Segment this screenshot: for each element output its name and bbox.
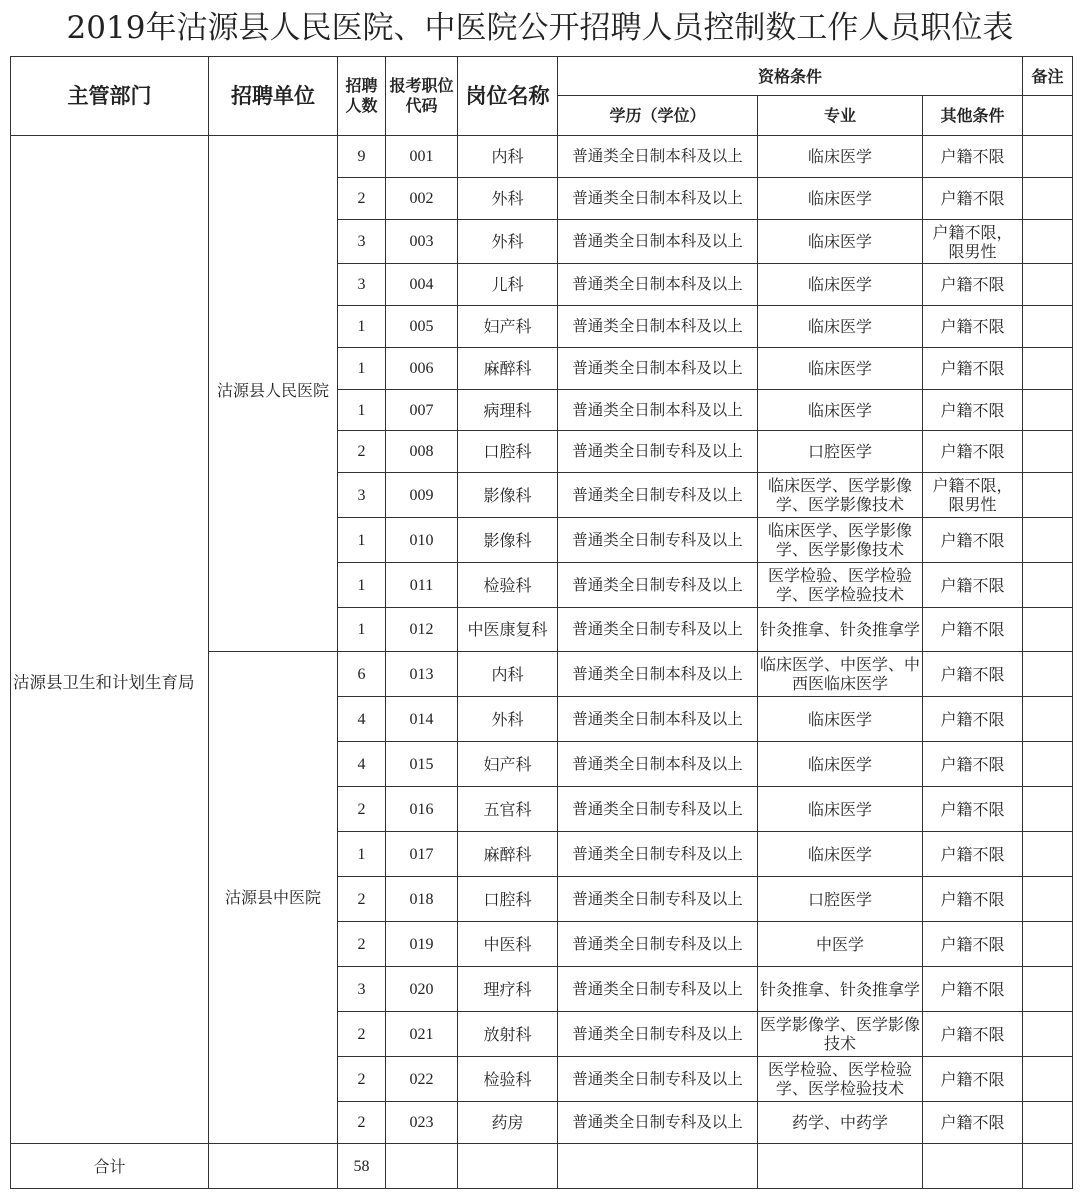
position-cell: 病理科 xyxy=(458,390,558,431)
other-cell: 户籍不限 xyxy=(923,563,1023,608)
major-cell: 临床医学 xyxy=(758,742,923,787)
other-cell: 户籍不限 xyxy=(923,431,1023,473)
education-cell: 普通类全日制本科及以上 xyxy=(558,697,758,742)
position-cell: 药房 xyxy=(458,1102,558,1144)
count-cell: 3 xyxy=(338,220,386,264)
code-cell: 018 xyxy=(386,877,458,922)
education-cell: 普通类全日制专科及以上 xyxy=(558,431,758,473)
code-cell: 012 xyxy=(386,608,458,652)
position-cell: 五官科 xyxy=(458,787,558,832)
remark-cell xyxy=(1023,877,1073,922)
code-cell: 008 xyxy=(386,431,458,473)
header-position: 岗位名称 xyxy=(458,57,558,136)
code-cell: 017 xyxy=(386,832,458,877)
code-cell: 016 xyxy=(386,787,458,832)
count-cell: 3 xyxy=(338,473,386,518)
education-cell: 普通类全日制专科及以上 xyxy=(558,1012,758,1057)
code-cell: 002 xyxy=(386,178,458,220)
major-cell: 临床医学 xyxy=(758,787,923,832)
header-other: 其他条件 xyxy=(923,96,1023,136)
header-remark: 备注 xyxy=(1023,57,1073,96)
count-cell: 4 xyxy=(338,697,386,742)
total-blank xyxy=(558,1144,758,1189)
other-cell: 户籍不限 xyxy=(923,264,1023,306)
other-cell: 户籍不限 xyxy=(923,742,1023,787)
count-cell: 2 xyxy=(338,178,386,220)
major-cell: 临床医学、中医学、中西医临床医学 xyxy=(758,652,923,697)
major-cell: 医学检验、医学检验学、医学检验技术 xyxy=(758,1057,923,1102)
position-cell: 影像科 xyxy=(458,518,558,563)
remark-cell xyxy=(1023,563,1073,608)
header-remark-blank xyxy=(1023,96,1073,136)
total-row xyxy=(11,1144,1073,1189)
education-cell: 普通类全日制专科及以上 xyxy=(558,473,758,518)
count-cell: 2 xyxy=(338,1012,386,1057)
other-cell: 户籍不限，限男性 xyxy=(923,220,1023,264)
header-dept: 主管部门 xyxy=(11,57,209,136)
remark-cell xyxy=(1023,608,1073,652)
education-cell: 普通类全日制专科及以上 xyxy=(558,608,758,652)
code-cell: 005 xyxy=(386,306,458,348)
total-blank xyxy=(458,1144,558,1189)
code-cell: 011 xyxy=(386,563,458,608)
code-cell: 004 xyxy=(386,264,458,306)
code-cell: 014 xyxy=(386,697,458,742)
remark-cell xyxy=(1023,1102,1073,1144)
position-cell: 外科 xyxy=(458,697,558,742)
position-cell: 内科 xyxy=(458,136,558,178)
remark-cell xyxy=(1023,967,1073,1012)
remark-cell xyxy=(1023,306,1073,348)
other-cell: 户籍不限 xyxy=(923,652,1023,697)
major-cell: 临床医学 xyxy=(758,178,923,220)
education-cell: 普通类全日制专科及以上 xyxy=(558,1057,758,1102)
education-cell: 普通类全日制本科及以上 xyxy=(558,264,758,306)
major-cell: 药学、中药学 xyxy=(758,1102,923,1144)
total-blank xyxy=(758,1144,923,1189)
total-blank xyxy=(1023,1144,1073,1189)
code-cell: 021 xyxy=(386,1012,458,1057)
education-cell: 普通类全日制本科及以上 xyxy=(558,652,758,697)
code-cell: 019 xyxy=(386,922,458,967)
other-cell: 户籍不限 xyxy=(923,178,1023,220)
other-cell: 户籍不限 xyxy=(923,877,1023,922)
count-cell: 1 xyxy=(338,390,386,431)
position-cell: 口腔科 xyxy=(458,877,558,922)
code-cell: 007 xyxy=(386,390,458,431)
remark-cell xyxy=(1023,518,1073,563)
position-cell: 内科 xyxy=(458,652,558,697)
other-cell: 户籍不限 xyxy=(923,608,1023,652)
header-major: 专业 xyxy=(758,96,923,136)
position-cell: 理疗科 xyxy=(458,967,558,1012)
position-cell: 中医康复科 xyxy=(458,608,558,652)
header-count: 招聘人数 xyxy=(338,57,386,136)
other-cell: 户籍不限 xyxy=(923,787,1023,832)
major-cell: 临床医学、医学影像学、医学影像技术 xyxy=(758,518,923,563)
major-cell: 医学影像学、医学影像技术 xyxy=(758,1012,923,1057)
education-cell: 普通类全日制专科及以上 xyxy=(558,922,758,967)
other-cell: 户籍不限，限男性 xyxy=(923,473,1023,518)
count-cell: 1 xyxy=(338,608,386,652)
education-cell: 普通类全日制专科及以上 xyxy=(558,877,758,922)
remark-cell xyxy=(1023,922,1073,967)
major-cell: 医学检验、医学检验学、医学检验技术 xyxy=(758,563,923,608)
major-cell: 临床医学 xyxy=(758,306,923,348)
remark-cell xyxy=(1023,178,1073,220)
remark-cell xyxy=(1023,348,1073,390)
education-cell: 普通类全日制本科及以上 xyxy=(558,348,758,390)
other-cell: 户籍不限 xyxy=(923,697,1023,742)
count-cell: 3 xyxy=(338,967,386,1012)
position-cell: 放射科 xyxy=(458,1012,558,1057)
other-cell: 户籍不限 xyxy=(923,1012,1023,1057)
remark-cell xyxy=(1023,652,1073,697)
major-cell: 临床医学、医学影像学、医学影像技术 xyxy=(758,473,923,518)
other-cell: 户籍不限 xyxy=(923,967,1023,1012)
major-cell: 临床医学 xyxy=(758,136,923,178)
count-cell: 9 xyxy=(338,136,386,178)
table-body xyxy=(11,136,1073,1144)
major-cell: 临床医学 xyxy=(758,348,923,390)
unit-cell: 沽源县中医院 xyxy=(209,652,338,1144)
count-cell: 1 xyxy=(338,348,386,390)
count-cell: 1 xyxy=(338,306,386,348)
major-cell: 临床医学 xyxy=(758,390,923,431)
education-cell: 普通类全日制本科及以上 xyxy=(558,136,758,178)
code-cell: 010 xyxy=(386,518,458,563)
code-cell: 001 xyxy=(386,136,458,178)
code-cell: 003 xyxy=(386,220,458,264)
remark-cell xyxy=(1023,1012,1073,1057)
remark-cell xyxy=(1023,1057,1073,1102)
count-cell: 1 xyxy=(338,832,386,877)
major-cell: 临床医学 xyxy=(758,220,923,264)
education-cell: 普通类全日制专科及以上 xyxy=(558,967,758,1012)
count-cell: 1 xyxy=(338,518,386,563)
position-cell: 影像科 xyxy=(458,473,558,518)
total-blank xyxy=(209,1144,338,1189)
count-cell: 3 xyxy=(338,264,386,306)
position-cell: 麻醉科 xyxy=(458,832,558,877)
remark-cell xyxy=(1023,390,1073,431)
major-cell: 临床医学 xyxy=(758,832,923,877)
count-cell: 2 xyxy=(338,1057,386,1102)
position-cell: 口腔科 xyxy=(458,431,558,473)
page-title: 2019年沽源县人民医院、中医院公开招聘人员控制数工作人员职位表 xyxy=(66,10,1014,46)
code-cell: 020 xyxy=(386,967,458,1012)
remark-cell xyxy=(1023,473,1073,518)
position-table xyxy=(10,56,1073,1189)
table-row xyxy=(11,136,1073,178)
other-cell: 户籍不限 xyxy=(923,136,1023,178)
major-cell: 口腔医学 xyxy=(758,431,923,473)
other-cell: 户籍不限 xyxy=(923,1102,1023,1144)
remark-cell xyxy=(1023,264,1073,306)
code-cell: 023 xyxy=(386,1102,458,1144)
position-cell: 妇产科 xyxy=(458,306,558,348)
remark-cell xyxy=(1023,220,1073,264)
department-cell: 沽源县卫生和计划生育局 xyxy=(11,136,209,1144)
education-cell: 普通类全日制专科及以上 xyxy=(558,563,758,608)
remark-cell xyxy=(1023,431,1073,473)
header-code: 报考职位代码 xyxy=(386,57,458,136)
other-cell: 户籍不限 xyxy=(923,1057,1023,1102)
education-cell: 普通类全日制本科及以上 xyxy=(558,220,758,264)
count-cell: 2 xyxy=(338,787,386,832)
position-cell: 检验科 xyxy=(458,563,558,608)
count-cell: 2 xyxy=(338,1102,386,1144)
position-cell: 外科 xyxy=(458,220,558,264)
code-cell: 009 xyxy=(386,473,458,518)
count-cell: 1 xyxy=(338,563,386,608)
count-cell: 6 xyxy=(338,652,386,697)
other-cell: 户籍不限 xyxy=(923,832,1023,877)
position-cell: 中医科 xyxy=(458,922,558,967)
count-cell: 2 xyxy=(338,431,386,473)
remark-cell xyxy=(1023,832,1073,877)
education-cell: 普通类全日制专科及以上 xyxy=(558,832,758,877)
education-cell: 普通类全日制专科及以上 xyxy=(558,1102,758,1144)
count-cell: 4 xyxy=(338,742,386,787)
education-cell: 普通类全日制本科及以上 xyxy=(558,178,758,220)
other-cell: 户籍不限 xyxy=(923,348,1023,390)
code-cell: 015 xyxy=(386,742,458,787)
count-cell: 2 xyxy=(338,877,386,922)
count-cell: 2 xyxy=(338,922,386,967)
remark-cell xyxy=(1023,787,1073,832)
code-cell: 013 xyxy=(386,652,458,697)
other-cell: 户籍不限 xyxy=(923,390,1023,431)
total-blank xyxy=(923,1144,1023,1189)
major-cell: 临床医学 xyxy=(758,697,923,742)
education-cell: 普通类全日制本科及以上 xyxy=(558,742,758,787)
major-cell: 中医学 xyxy=(758,922,923,967)
position-cell: 妇产科 xyxy=(458,742,558,787)
position-cell: 外科 xyxy=(458,178,558,220)
major-cell: 针灸推拿、针灸推拿学 xyxy=(758,608,923,652)
header-education: 学历（学位） xyxy=(558,96,758,136)
education-cell: 普通类全日制专科及以上 xyxy=(558,518,758,563)
code-cell: 022 xyxy=(386,1057,458,1102)
major-cell: 针灸推拿、针灸推拿学 xyxy=(758,967,923,1012)
other-cell: 户籍不限 xyxy=(923,922,1023,967)
major-cell: 口腔医学 xyxy=(758,877,923,922)
education-cell: 普通类全日制本科及以上 xyxy=(558,390,758,431)
education-cell: 普通类全日制本科及以上 xyxy=(558,306,758,348)
education-cell: 普通类全日制专科及以上 xyxy=(558,787,758,832)
unit-cell: 沽源县人民医院 xyxy=(209,136,338,652)
position-cell: 麻醉科 xyxy=(458,348,558,390)
remark-cell xyxy=(1023,136,1073,178)
header-unit: 招聘单位 xyxy=(209,57,338,136)
total-blank xyxy=(386,1144,458,1189)
other-cell: 户籍不限 xyxy=(923,518,1023,563)
major-cell: 临床医学 xyxy=(758,264,923,306)
remark-cell xyxy=(1023,697,1073,742)
remark-cell xyxy=(1023,742,1073,787)
code-cell: 006 xyxy=(386,348,458,390)
header-qualification: 资格条件 xyxy=(558,57,1023,96)
total-label: 合计 xyxy=(11,1144,209,1189)
position-cell: 儿科 xyxy=(458,264,558,306)
other-cell: 户籍不限 xyxy=(923,306,1023,348)
position-cell: 检验科 xyxy=(458,1057,558,1102)
total-count: 58 xyxy=(338,1144,386,1189)
